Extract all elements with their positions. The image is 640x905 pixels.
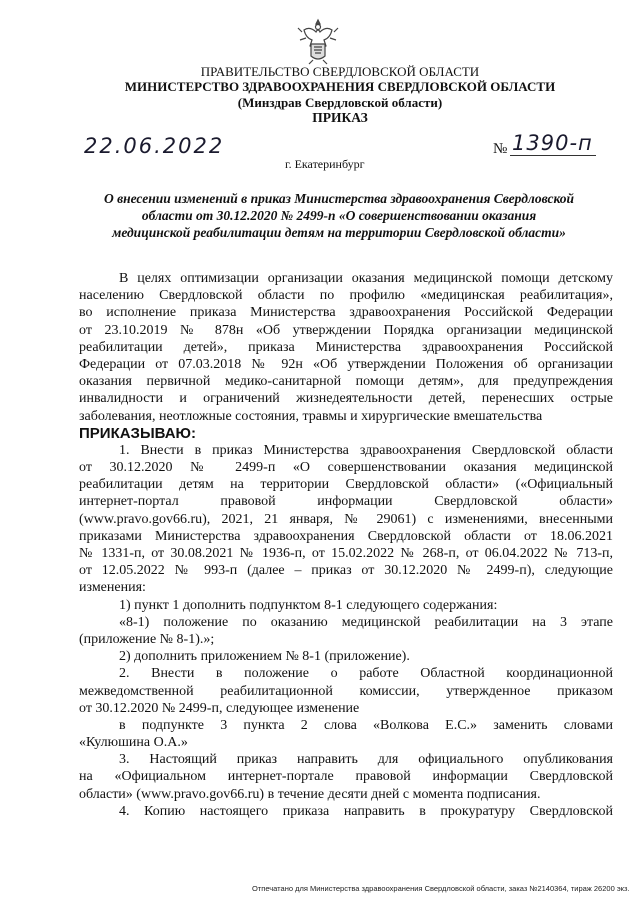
item1-line: 1. Внести в приказ Министерства здравоохранения Свердловской области — [119, 442, 613, 458]
ministry-short-name: (Минздрав Свердловской области) — [237, 95, 443, 110]
item1-line: от 12.05.2022 № 993-п (далее – приказ от 30.12.2020 № 2499-п), следующие — [79, 563, 613, 579]
preamble-line: В целях оптимизации организации оказания медицинской помощи детскому — [119, 271, 613, 286]
preamble-line: реабилитации детей», приказа Министерства здравоохранения Российской — [79, 339, 613, 355]
preamble-line: Федерации от 07.03.2018 № 92н «Об утверждении Положения об организации — [79, 356, 613, 372]
city: г. Екатеринбург — [285, 157, 365, 171]
preamble-line: от 23.10.2019 № 878н «Об утверждении Порядка организации медицинской — [79, 322, 613, 338]
handwritten-date: 22.06.2022 — [84, 134, 225, 158]
item1-line: изменения: — [79, 580, 146, 596]
number-label: № — [493, 141, 508, 157]
subject-line: медицинской реабилитации детям на территории Свердловской области» — [112, 225, 566, 240]
item1-line: реабилитации детям на территории Свердловской области» («Официальный — [79, 477, 613, 493]
subject-line: О внесении изменений в приказ Министерства здравоохранения Свердловской — [103, 191, 575, 206]
document-type: ПРИКАЗ — [312, 110, 368, 125]
preamble-line: оказания первичной медико-санитарной помощи детям», для предупреждения — [79, 374, 613, 390]
coat-of-arms-emblem — [296, 16, 340, 66]
preamble-line: во исполнение приказа Министерства здравоохранения Российской Федерации — [79, 305, 613, 321]
item3-line: 3. Настоящий приказ направить для официального опубликования — [119, 752, 613, 768]
number-underline — [510, 155, 596, 156]
item1-line: приказами Министерства здравоохранения Свердловской области от 18.06.2021 — [79, 528, 613, 544]
print-footer: Отпечатано для Министерства здравоохранения Свердловской области, заказ №2140364, тираж 26200 экз. — [252, 884, 630, 893]
order-word: ПРИКАЗЫВАЮ: — [79, 424, 197, 442]
subitem-1-text: (приложение № 8-1).»; — [79, 631, 215, 647]
subitem-2: 2) дополнить приложением № 8-1 (приложение). — [119, 649, 410, 665]
item1-line: от 30.12.2020 № 2499-п «О совершенствовании оказания медицинской — [79, 460, 613, 476]
subitem-1: 1) пункт 1 дополнить подпунктом 8-1 следующего содержания: — [119, 597, 498, 613]
handwritten-number: 1390-п — [512, 131, 593, 155]
item2-line: от 30.12.2020 № 2499-п, следующее изменение — [79, 700, 360, 716]
subject-line: области от 30.12.2020 № 2499-п «О совершенствовании оказания — [141, 208, 537, 223]
ministry-title: МИНИСТЕРСТВО ЗДРАВООХРАНЕНИЯ СВЕРДЛОВСКОЙ ОБЛАСТИ — [124, 79, 556, 94]
item1-line: (www.pravo.gov66.ru), 2021, 21 января, № 29061) с изменениями, внесенными — [79, 511, 613, 527]
item1-line: интернет-портал правовой информации Свердловской области» — [79, 494, 613, 510]
item2-line: межведомственной реабилитационной комиссии, утвержденное приказом — [79, 683, 613, 699]
item2-text: «Кулюшина О.А.» — [79, 735, 188, 751]
order-subject — [78, 190, 600, 241]
government-title: ПРАВИТЕЛЬСТВО СВЕРДЛОВСКОЙ ОБЛАСТИ — [200, 64, 480, 79]
order-body — [79, 270, 613, 820]
item3-line: области» (www.pravo.gov66.ru) в течение десяти дней с момента подписания. — [79, 786, 541, 802]
subitem-1-text: «8-1) положение по оказанию медицинской реабилитации на 3 этапе — [119, 614, 613, 630]
preamble-line: инвалидности и ограничений жизнедеятельности детей, перенесших острые — [79, 391, 613, 407]
item3-line: на «Официальном интернет-портале правовой информации Свердловской — [79, 769, 613, 785]
item2-line: 2. Внести в положение о работе Областной координационной — [119, 666, 613, 682]
item2-text: в подпункте 3 пункта 2 слова «Волкова Е.С.» заменить словами — [119, 717, 613, 733]
item4-line: 4. Копию настоящего приказа направить в прокуратуру Свердловской — [119, 803, 613, 819]
item1-line: № 1331-п, от 30.08.2021 № 1936-п, от 15.02.2022 № 268-п, от 06.04.2022 № 713-п, — [79, 546, 613, 561]
preamble-line: населению Свердловской области по профилю «медицинская реабилитация», — [79, 288, 613, 304]
preamble-line: заболевания, неотложные состояния, травмы и хирургические вмешательства — [79, 408, 543, 424]
